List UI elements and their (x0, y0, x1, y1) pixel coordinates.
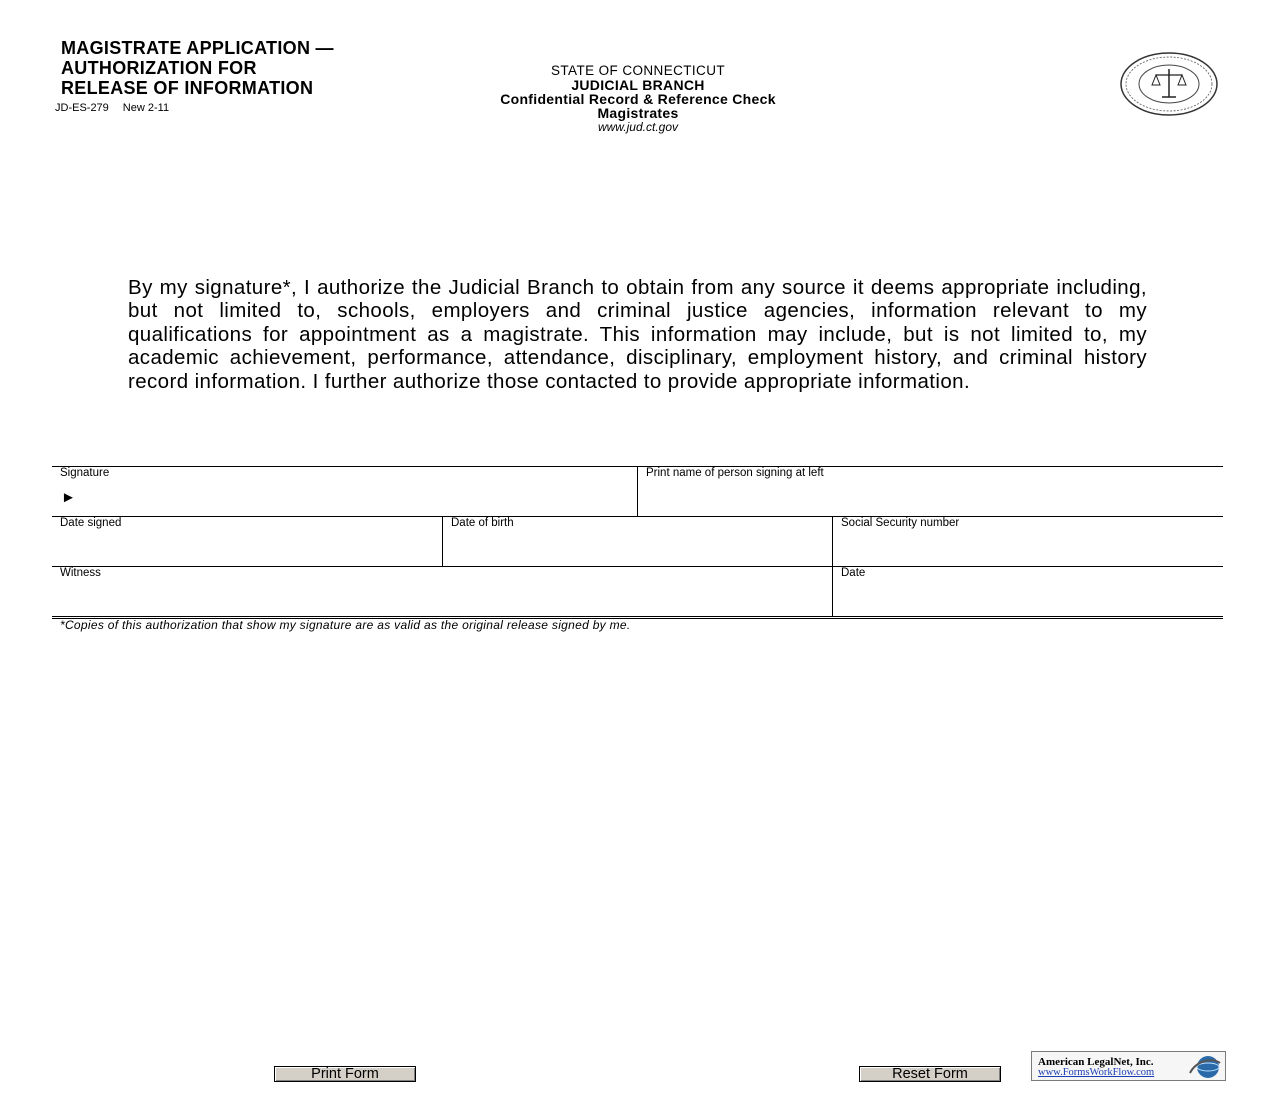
title-line-3: RELEASE OF INFORMATION (61, 78, 314, 98)
date-signed-field[interactable] (52, 517, 443, 567)
witness-date-label: Date (841, 567, 866, 579)
signature-row (52, 466, 1223, 517)
globe-icon (1186, 1053, 1222, 1081)
witness-label: Witness (60, 567, 101, 579)
title-line-1: MAGISTRATE APPLICATION — (61, 38, 334, 58)
dates-row (52, 516, 1223, 567)
form-number-code: JD-ES-279 (55, 102, 109, 114)
witness-date-field[interactable] (832, 567, 1223, 617)
footnote: *Copies of this authorization that show my signature are as valid as the original release signed by me. (60, 618, 631, 632)
state-seal-icon (1118, 51, 1220, 117)
form-subtitle-2: Magistrates (597, 105, 679, 121)
website: www.jud.ct.gov (597, 120, 679, 134)
branch-name: JUDICIAL BRANCH (571, 77, 705, 93)
witness-field[interactable] (52, 567, 833, 617)
authorization-text: By my signature*, I authorize the Judicial Branch to obtain from any source it deems appropriate including, but not limited to, schools, employers and criminal justice agencies, information relevant to my qualifications for appointment as a magistrate. This information may include, but is not limited to, my academic achievement, performance, attendance, disciplinary, employment history, and criminal history record information. I further authorize those contacted to provide appropriate information. (128, 276, 1147, 393)
logo-url[interactable]: www.FormsWorkFlow.com (1038, 1067, 1155, 1078)
reset-form-button[interactable]: Reset Form (859, 1066, 1001, 1082)
agency-header (438, 64, 838, 134)
date-signed-label: Date signed (60, 517, 122, 529)
title-line-2: AUTHORIZATION FOR (61, 58, 257, 78)
witness-row (52, 566, 1223, 617)
american-legalnet-logo[interactable] (1031, 1051, 1226, 1081)
state-name: STATE OF CONNECTICUT (551, 63, 725, 78)
ssn-label: Social Security number (841, 517, 960, 529)
date-of-birth-field[interactable] (442, 517, 833, 567)
form-subtitle: Confidential Record & Reference Check (500, 91, 776, 107)
date-of-birth-label: Date of birth (451, 517, 514, 529)
print-name-label: Print name of person signing at left (646, 467, 824, 479)
form-title (61, 38, 334, 98)
signature-label: Signature (60, 467, 110, 479)
logo-company: American LegalNet, Inc. (1038, 1056, 1154, 1068)
print-form-button[interactable]: Print Form (274, 1066, 416, 1082)
ssn-field[interactable] (832, 517, 1223, 567)
print-name-field[interactable] (637, 467, 1223, 517)
form-number (55, 102, 169, 114)
form-revision: New 2-11 (122, 102, 170, 114)
signature-field[interactable] (52, 467, 638, 517)
signature-table (52, 466, 1223, 619)
signature-arrow-icon: ► (61, 489, 76, 506)
